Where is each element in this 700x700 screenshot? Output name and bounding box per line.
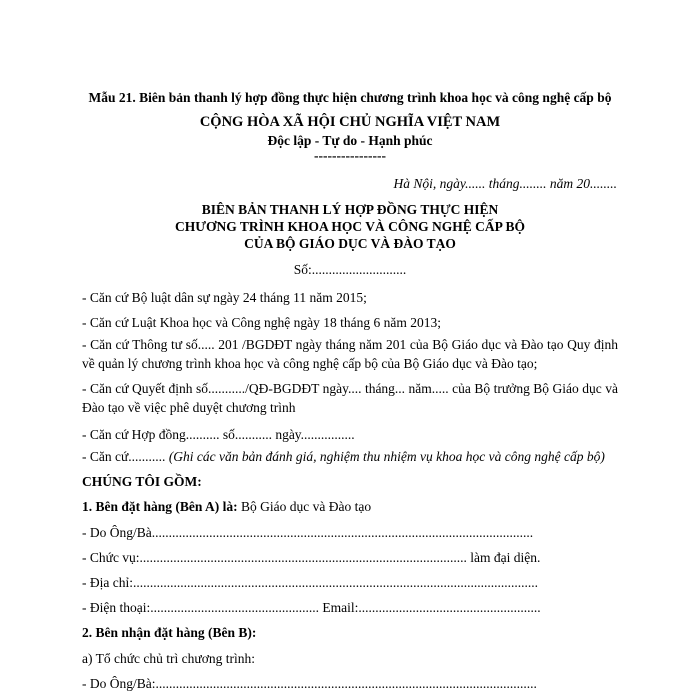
party-a-representative: - Do Ông/Bà.................................................................................................................: [82, 525, 534, 540]
legal-basis-other-note: (Ghi các văn bản đánh giá, nghiệm thu nhiệm vụ khoa học và công nghệ cấp bộ): [168, 449, 605, 464]
national-header: CỘNG HÒA XÃ HỘI CHỦ NGHĨA VIỆT NAM: [199, 114, 501, 130]
parties-heading: CHÚNG TÔI GỒM:: [82, 474, 202, 489]
legal-basis-decision: - Căn cứ Quyết định số.........../QĐ-BGDĐT ngày.... tháng... năm..... của Bộ trưởng Bộ Giáo dục và Đào tạo về việc phê duyệt chương trình: [82, 381, 618, 415]
legal-basis-science-law: - Căn cứ Luật Khoa học và Công nghệ ngày 18 tháng 6 năm 2013;: [82, 315, 441, 330]
legal-basis-other-prefix: - Căn cứ...........: [82, 449, 169, 464]
title-line-1: BIÊN BẢN THANH LÝ HỢP ĐỒNG THỰC HIỆN: [201, 202, 499, 217]
party-a-position: - Chức vụ:................................................................................................. làm đại diện.: [82, 550, 541, 565]
number-line: Số:............................: [293, 262, 407, 277]
legal-basis-circular: - Căn cứ Thông tư số..... 201 /BGDĐT ngày tháng năm 201 của Bộ Giáo dục và Đào tạo Quy định về quản lý chương trình khoa học và công nghệ cấp bộ của Bộ Giáo dục và Đào tạo;: [82, 337, 618, 371]
party-a-heading-line: [82, 499, 371, 515]
party-a-phone-email: - Điện thoại:.................................................. Email:......................................................: [82, 600, 541, 615]
party-b-heading: 2. Bên nhận đặt hàng (Bên B):: [82, 625, 257, 640]
motto: Độc lập - Tự do - Hạnh phúc: [267, 133, 433, 148]
motto-rule: ----------------: [314, 148, 386, 163]
party-b-representative: - Do Ông/Bà:.................................................................................................................: [82, 676, 537, 691]
party-a-address: - Địa chỉ:........................................................................................................................: [82, 575, 538, 590]
title-line-2: CHƯƠNG TRÌNH KHOA HỌC VÀ CÔNG NGHỆ CẤP BỘ: [174, 219, 526, 234]
party-a-value: Bộ Giáo dục và Đào tạo: [237, 499, 372, 514]
legal-basis-contract: - Căn cứ Hợp đồng.......... số........... ngày................: [82, 427, 355, 442]
template-title: Mẫu 21. Biên bản thanh lý hợp đồng thực hiện chương trình khoa học và công nghệ cấp bộ: [88, 90, 612, 105]
legal-basis-civil-code: - Căn cứ Bộ luật dân sự ngày 24 tháng 11 năm 2015;: [82, 290, 367, 305]
place-date: Hà Nội, ngày...... tháng........ năm 20........: [393, 176, 617, 191]
party-b-organization: a) Tổ chức chủ trì chương trình:: [82, 651, 255, 666]
title-line-3: CỦA BỘ GIÁO DỤC VÀ ĐÀO TẠO: [244, 236, 456, 251]
legal-basis-other: [82, 449, 605, 465]
party-a-heading: 1. Bên đặt hàng (Bên A) là:: [82, 499, 238, 514]
